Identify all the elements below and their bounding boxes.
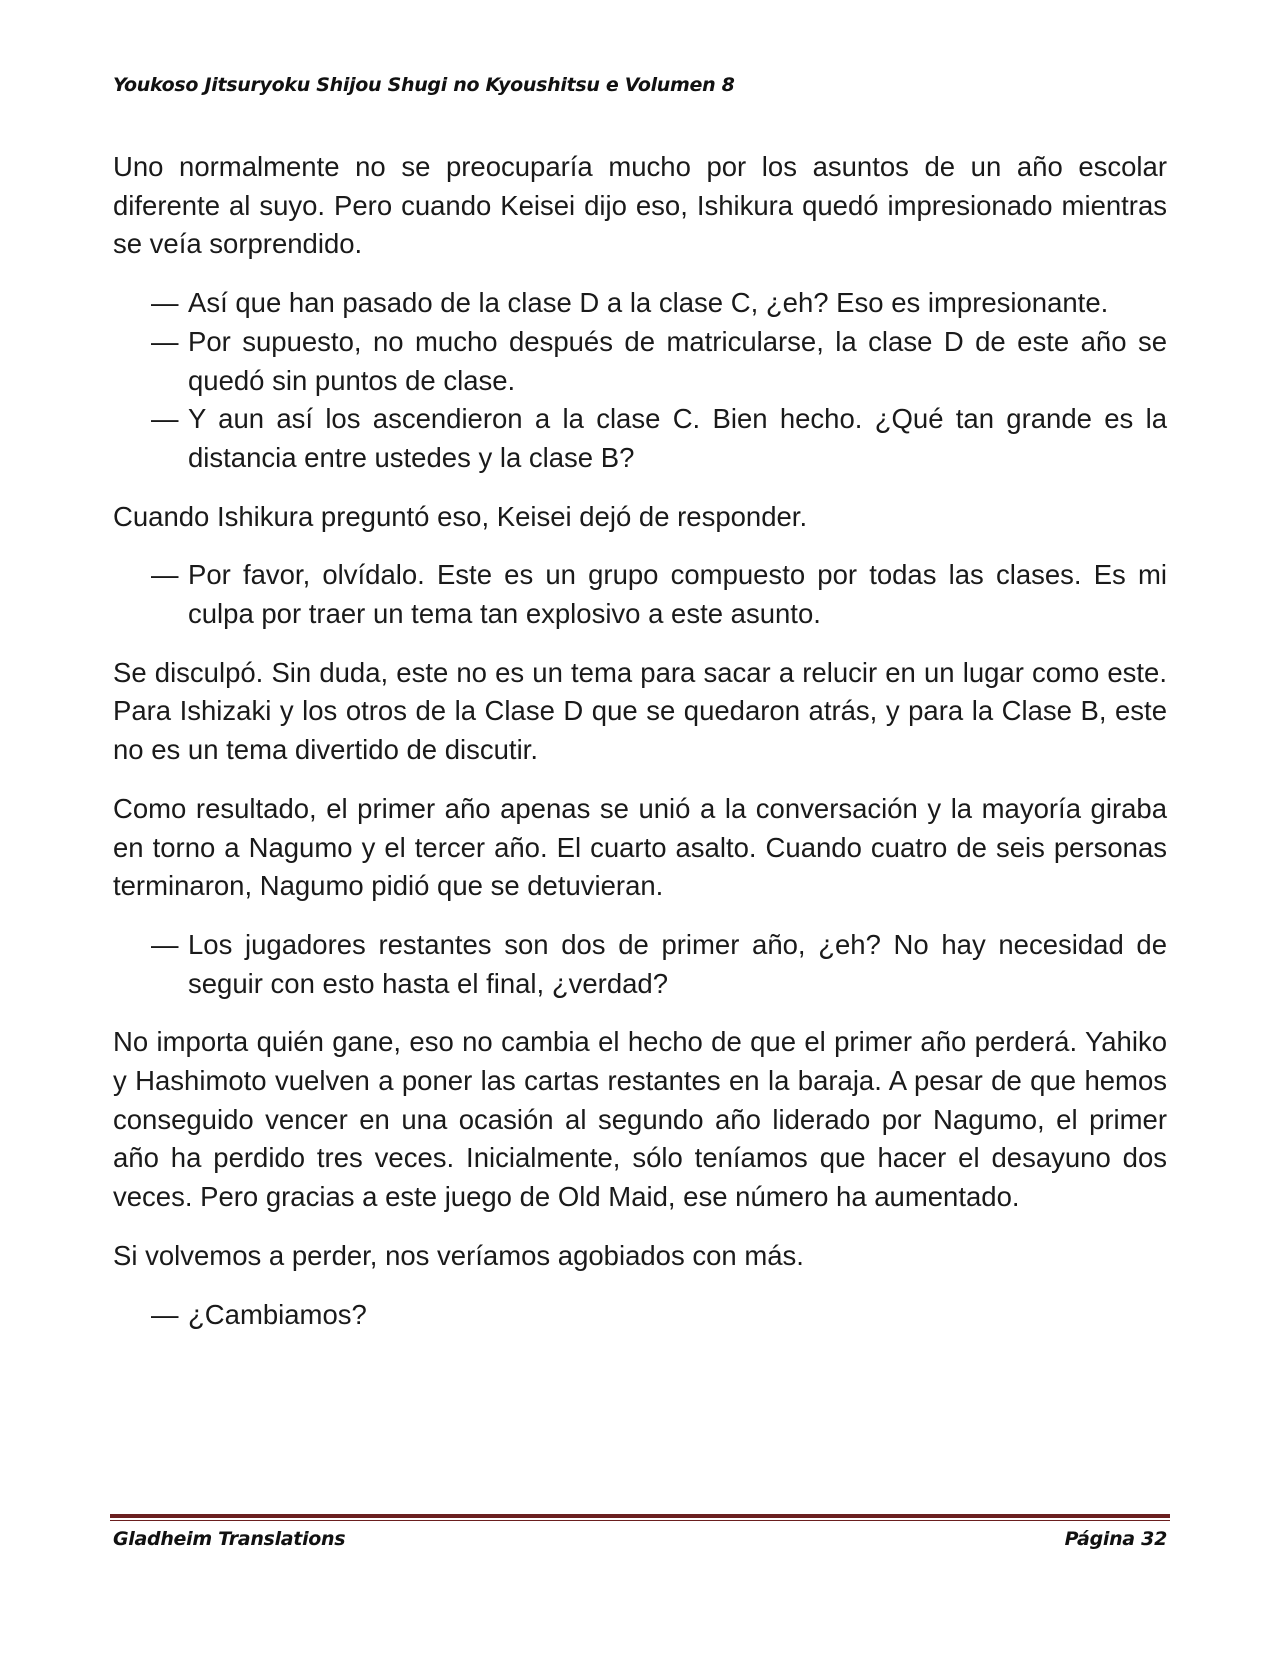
em-dash: — bbox=[151, 1298, 179, 1330]
em-dash: — bbox=[151, 325, 179, 357]
paragraph: Uno normalmente no se preocuparía mucho por los asuntos de un año escolar diferente al suyo. Pero cuando Keisei dijo eso, Ishikura quedó impresionado mientras se veía sorprendido. bbox=[113, 151, 1167, 260]
dialogue-text: Por supuesto, no mucho después de matricularse, la clase D de este año se quedó sin puntos de clase. bbox=[188, 325, 1167, 396]
em-dash: — bbox=[151, 287, 179, 319]
dialogue-line bbox=[113, 1296, 1167, 1335]
dialogue-line bbox=[113, 926, 1167, 1003]
running-header: Youkoso Jitsuryoku Shijou Shugi no Kyoushitsu e Volumen 8 bbox=[113, 74, 735, 96]
dialogue-line bbox=[113, 284, 1167, 323]
page-number: Página 32 bbox=[1064, 1528, 1167, 1550]
page-body bbox=[113, 148, 1167, 1354]
dialogue-group bbox=[113, 1296, 1167, 1335]
paragraph: No importa quién gane, eso no cambia el hecho de que el primer año perderá. Yahiko y Hashimoto vuelven a poner las cartas restantes en la baraja. A pesar de que hemos conseguido vencer en una ocasión al segundo año liderado por Nagumo, el primer año ha perdido tres veces. Inicialmente, sólo teníamos que hacer el desayuno dos veces. Pero gracias a este juego de Old Maid, ese número ha aumentado. bbox=[113, 1026, 1167, 1213]
dialogue-text: Así que han pasado de la clase D a la clase C, ¿eh? Eso es impresionante. bbox=[188, 287, 1109, 319]
paragraph: Como resultado, el primer año apenas se unió a la conversación y la mayoría giraba en torno a Nagumo y el tercer año. El cuarto asalto. Cuando cuatro de seis personas terminaron, Nagumo pidió que se detuvieran. bbox=[113, 792, 1167, 902]
footer-rule bbox=[110, 1514, 1170, 1521]
dialogue-group bbox=[113, 556, 1167, 633]
paragraph: Si volvemos a perder, nos veríamos agobiados con más. bbox=[113, 1239, 804, 1271]
dialogue-text: Los jugadores restantes son dos de primer año, ¿eh? No hay necesidad de seguir con esto hasta el final, ¿verdad? bbox=[188, 928, 1167, 999]
dialogue-line bbox=[113, 400, 1167, 477]
dialogue-text: Y aun así los ascendieron a la clase C. Bien hecho. ¿Qué tan grande es la distancia entre ustedes y la clase B? bbox=[188, 403, 1167, 473]
dialogue-group bbox=[113, 284, 1167, 478]
dialogue-text: ¿Cambiamos? bbox=[188, 1298, 367, 1330]
dialogue-line bbox=[113, 323, 1167, 400]
dialogue-text: Por favor, olvídalo. Este es un grupo compuesto por todas las clases. Es mi culpa por traer un tema tan explosivo a este asunto. bbox=[188, 559, 1167, 630]
paragraph: Se disculpó. Sin duda, este no es un tema para sacar a relucir en un lugar como este. Para Ishizaki y los otros de la Clase D que se quedaron atrás, y para la Clase B, este no es un tema divertido de discutir. bbox=[113, 656, 1167, 766]
paragraph: Cuando Ishikura preguntó eso, Keisei dejó de responder. bbox=[113, 500, 808, 532]
dialogue-line bbox=[113, 556, 1167, 633]
dialogue-group bbox=[113, 926, 1167, 1003]
em-dash: — bbox=[151, 928, 179, 960]
em-dash: — bbox=[151, 403, 179, 435]
footer-credit: Gladheim Translations bbox=[113, 1528, 346, 1550]
em-dash: — bbox=[151, 559, 179, 591]
